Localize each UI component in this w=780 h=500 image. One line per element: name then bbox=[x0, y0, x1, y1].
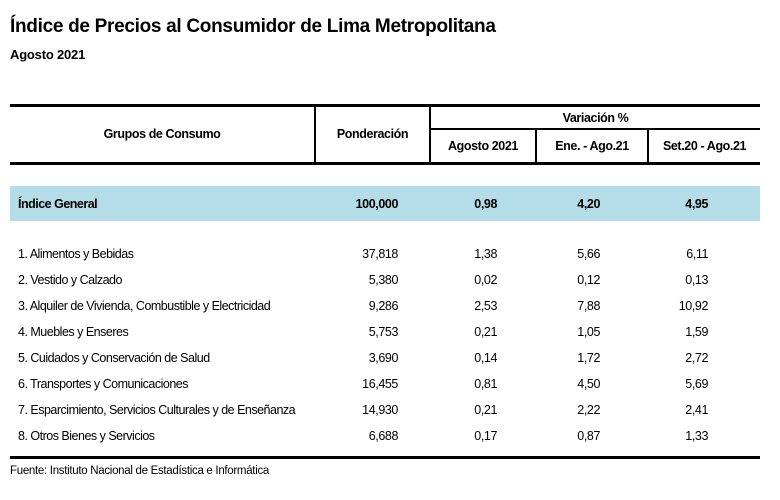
variation-12m-cell: 10,92 bbox=[678, 299, 709, 314]
variation-month-cell: 0,14 bbox=[474, 351, 497, 366]
weight-cell: 37,818 bbox=[362, 247, 398, 262]
variation-ytd-cell: 0,87 bbox=[577, 429, 600, 444]
table-row bbox=[10, 423, 760, 449]
variation-ytd-cell: 4,50 bbox=[577, 377, 600, 392]
general-index-variation-ytd: 4,20 bbox=[536, 186, 648, 221]
group-label-cell: 3. Alquiler de Vivienda, Combustible y Electricidad bbox=[18, 299, 271, 314]
variation-ytd-cell: 2,22 bbox=[577, 403, 600, 418]
variation-12m-cell: 1,59 bbox=[685, 325, 709, 340]
table-bottom-rule bbox=[10, 449, 760, 457]
table-row bbox=[10, 293, 760, 319]
group-label-cell: 6. Transportes y Comunicaciones bbox=[18, 377, 189, 392]
general-index-weight: 100,000 bbox=[315, 186, 430, 221]
table-row bbox=[10, 241, 760, 267]
weight-cell: 16,455 bbox=[362, 377, 398, 392]
column-header-period-sep-aug: Set.20 - Ago.21 bbox=[648, 129, 760, 163]
table-header bbox=[10, 105, 760, 163]
variation-month-cell: 0,02 bbox=[474, 273, 497, 288]
page-title: Índice de Precios al Consumidor de Lima Metropolitana bbox=[10, 16, 496, 37]
weight-cell: 3,690 bbox=[368, 351, 398, 366]
variation-ytd-cell: 0,12 bbox=[577, 273, 600, 288]
column-header-period-jan-aug: Ene. - Ago.21 bbox=[536, 129, 648, 163]
cpi-table bbox=[10, 104, 760, 459]
source-note: Fuente: Instituto Nacional de Estadística e Informática bbox=[10, 464, 270, 477]
variation-12m-cell: 0,13 bbox=[685, 273, 709, 288]
general-index-label: Índice General bbox=[10, 186, 315, 221]
variation-month-cell: 1,38 bbox=[474, 247, 497, 262]
column-header-variation: Variación % bbox=[430, 105, 760, 129]
general-index-row bbox=[10, 186, 760, 221]
weight-cell: 5,753 bbox=[368, 325, 398, 340]
group-label-cell: 1. Alimentos y Bebidas bbox=[18, 247, 134, 262]
group-label-cell: 7. Esparcimiento, Servicios Culturales y de Enseñanza bbox=[18, 403, 296, 418]
table-row bbox=[10, 397, 760, 423]
group-label-cell: 2. Vestido y Calzado bbox=[18, 273, 122, 288]
column-header-weight: Ponderación bbox=[315, 105, 430, 163]
table-row bbox=[10, 345, 760, 371]
variation-month-cell: 0,21 bbox=[474, 403, 497, 418]
group-label-cell: 4. Muebles y Enseres bbox=[18, 325, 129, 340]
variation-month-cell: 0,17 bbox=[474, 429, 497, 444]
table-row bbox=[10, 267, 760, 293]
group-label-cell: 8. Otros Bienes y Servicios bbox=[18, 429, 155, 444]
variation-month-cell: 0,81 bbox=[474, 377, 497, 392]
group-label-cell: 5. Cuidados y Conservación de Salud bbox=[18, 351, 210, 366]
spacer-row bbox=[10, 221, 760, 241]
variation-ytd-cell: 7,88 bbox=[577, 299, 600, 314]
table-row bbox=[10, 371, 760, 397]
variation-12m-cell: 1,33 bbox=[685, 429, 709, 444]
weight-cell: 5,380 bbox=[368, 273, 398, 288]
variation-ytd-cell: 1,05 bbox=[577, 325, 600, 340]
variation-12m-cell: 6,11 bbox=[686, 247, 709, 262]
spacer-row bbox=[10, 163, 760, 186]
variation-12m-cell: 5,69 bbox=[685, 377, 709, 392]
column-header-groups: Grupos de Consumo bbox=[10, 105, 315, 163]
weight-cell: 9,286 bbox=[368, 299, 398, 314]
weight-cell: 14,930 bbox=[362, 403, 398, 418]
general-index-variation-12m: 4,95 bbox=[648, 186, 760, 221]
page-subtitle: Agosto 2021 bbox=[10, 46, 86, 62]
variation-month-cell: 2,53 bbox=[474, 299, 497, 314]
variation-12m-cell: 2,72 bbox=[685, 351, 709, 366]
variation-ytd-cell: 5,66 bbox=[577, 247, 600, 262]
general-index-variation-month: 0,98 bbox=[430, 186, 536, 221]
table-row bbox=[10, 319, 760, 345]
variation-12m-cell: 2,41 bbox=[685, 403, 709, 418]
variation-month-cell: 0,21 bbox=[474, 325, 497, 340]
column-header-period-august: Agosto 2021 bbox=[430, 129, 536, 163]
weight-cell: 6,688 bbox=[368, 429, 398, 444]
variation-ytd-cell: 1,72 bbox=[577, 351, 600, 366]
